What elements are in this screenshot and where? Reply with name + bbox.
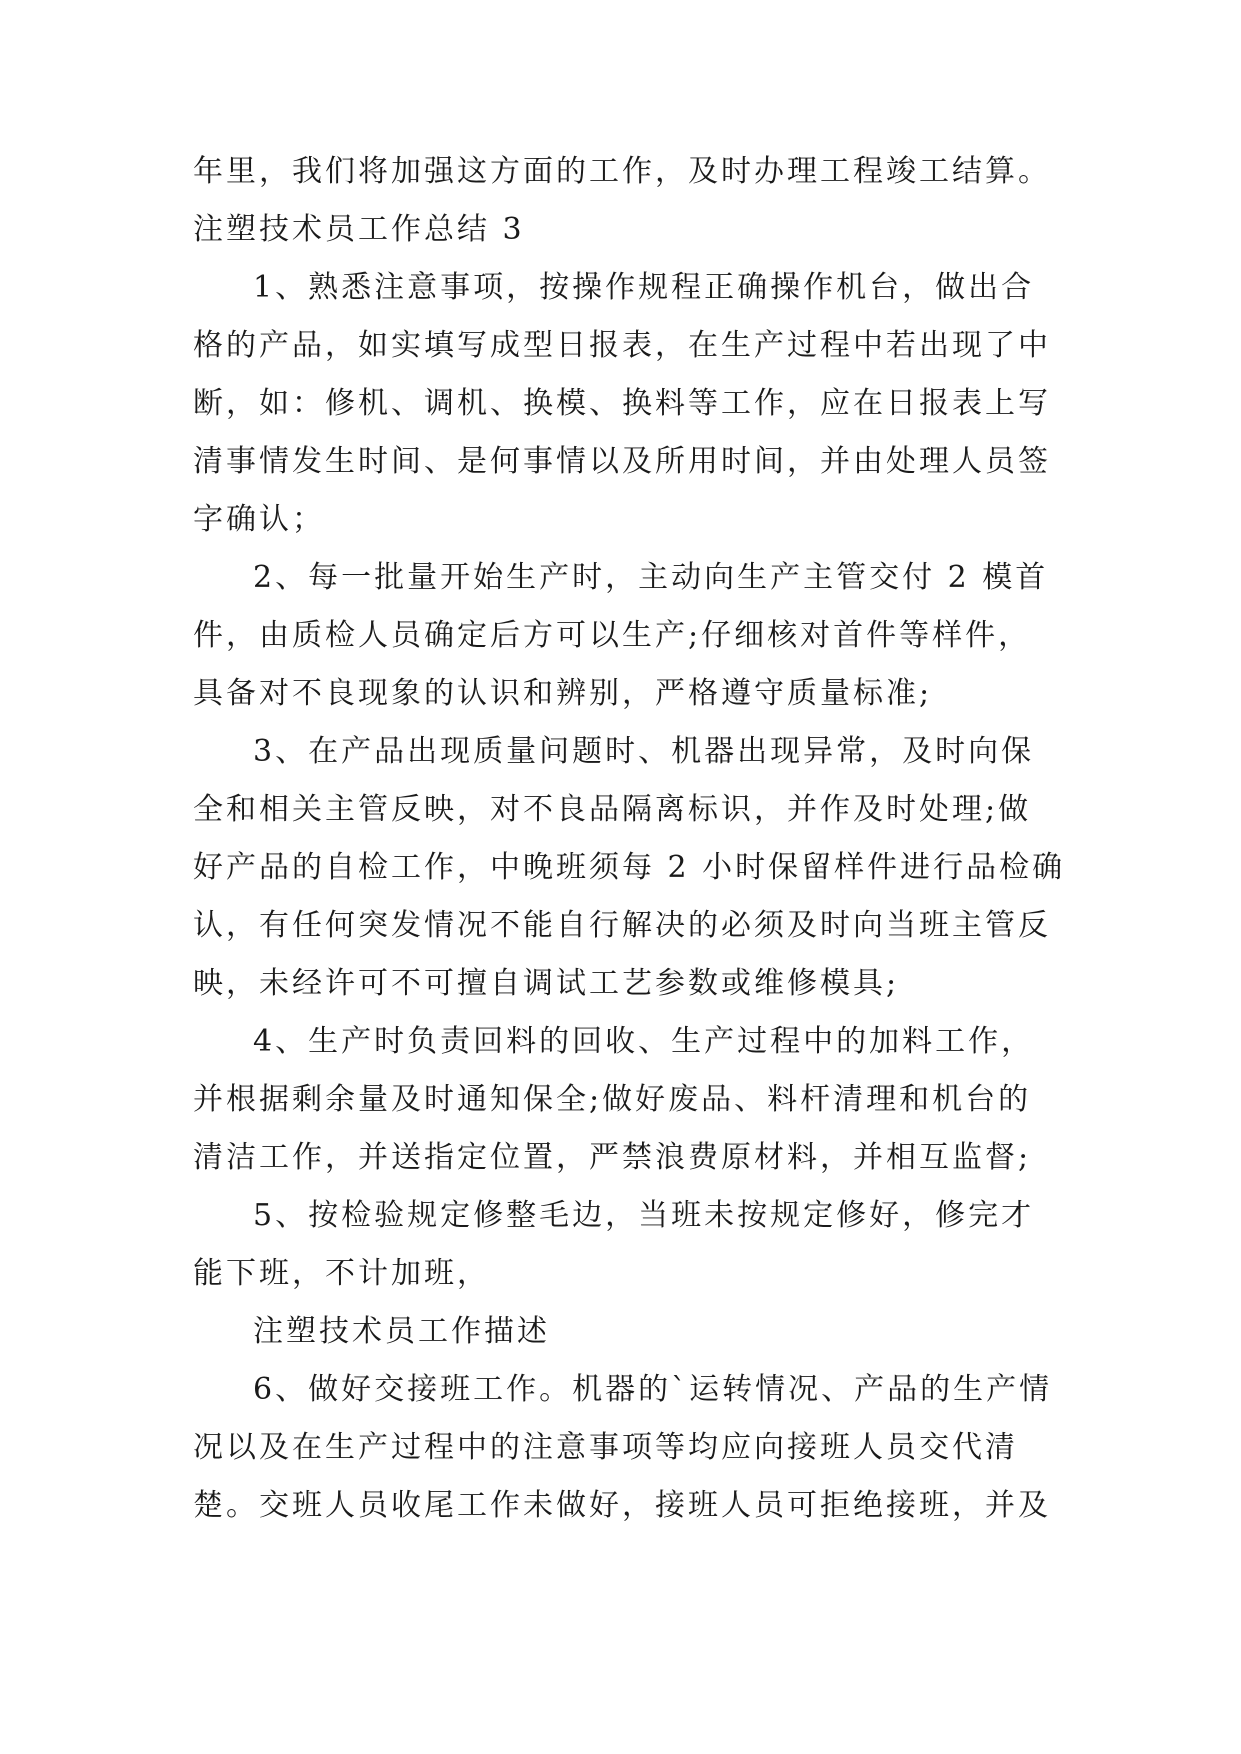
text-line: 5、按检验规定修整毛边，当班未按规定修好，修完才: [253, 1198, 1035, 1233]
text-line: 况以及在生产过程中的注意事项等均应向接班人员交代清: [193, 1430, 1018, 1465]
text-line: 好产品的自检工作，中晚班须每 2 小时保留样件进行品检确: [193, 850, 1066, 885]
text-line: 格的产品，如实填写成型日报表，在生产过程中若出现了中: [193, 328, 1051, 363]
section-heading: 注塑技术员工作总结 3: [193, 212, 525, 247]
text-line: 能下班，不计加班，: [193, 1256, 490, 1291]
text-line: 1、熟悉注意事项，按操作规程正确操作机台，做出合: [253, 270, 1035, 305]
text-line: 楚。交班人员收尾工作未做好，接班人员可拒绝接班，并及: [193, 1488, 1051, 1523]
text-line: 件，由质检人员确定后方可以生产;仔细核对首件等样件，: [193, 618, 1032, 653]
text-line: 并根据剩余量及时通知保全;做好废品、料杆清理和机台的: [193, 1082, 1032, 1117]
text-line: 字确认；: [193, 502, 325, 537]
text-line: 认，有任何突发情况不能自行解决的必须及时向当班主管反: [193, 908, 1051, 943]
text-line: 3、在产品出现质量问题时、机器出现异常，及时向保: [253, 734, 1035, 769]
text-line: 6、做好交接班工作。机器的`运转情况、产品的生产情: [253, 1372, 1053, 1407]
text-line: 清洁工作，并送指定位置，严禁浪费原材料，并相互监督;: [193, 1140, 1032, 1175]
text-line: 具备对不良现象的认识和辨别，严格遵守质量标准;: [193, 676, 933, 711]
text-line: 2、每一批量开始生产时，主动向生产主管交付 2 模首: [253, 560, 1049, 595]
text-line: 全和相关主管反映，对不良品隔离标识，并作及时处理;做: [193, 792, 1032, 827]
text-line: 清事情发生时间、是何事情以及所用时间，并由处理人员签: [193, 444, 1051, 479]
text-line: 映，未经许可不可擅自调试工艺参数或维修模具;: [193, 966, 900, 1001]
text-line: 年里，我们将加强这方面的工作，及时办理工程竣工结算。: [193, 154, 1051, 189]
text-line: 断，如：修机、调机、换模、换料等工作，应在日报表上写: [193, 386, 1051, 421]
section-heading: 注塑技术员工作描述: [253, 1314, 550, 1349]
text-line: 4、生产时负责回料的回收、生产过程中的加料工作，: [253, 1024, 1035, 1059]
